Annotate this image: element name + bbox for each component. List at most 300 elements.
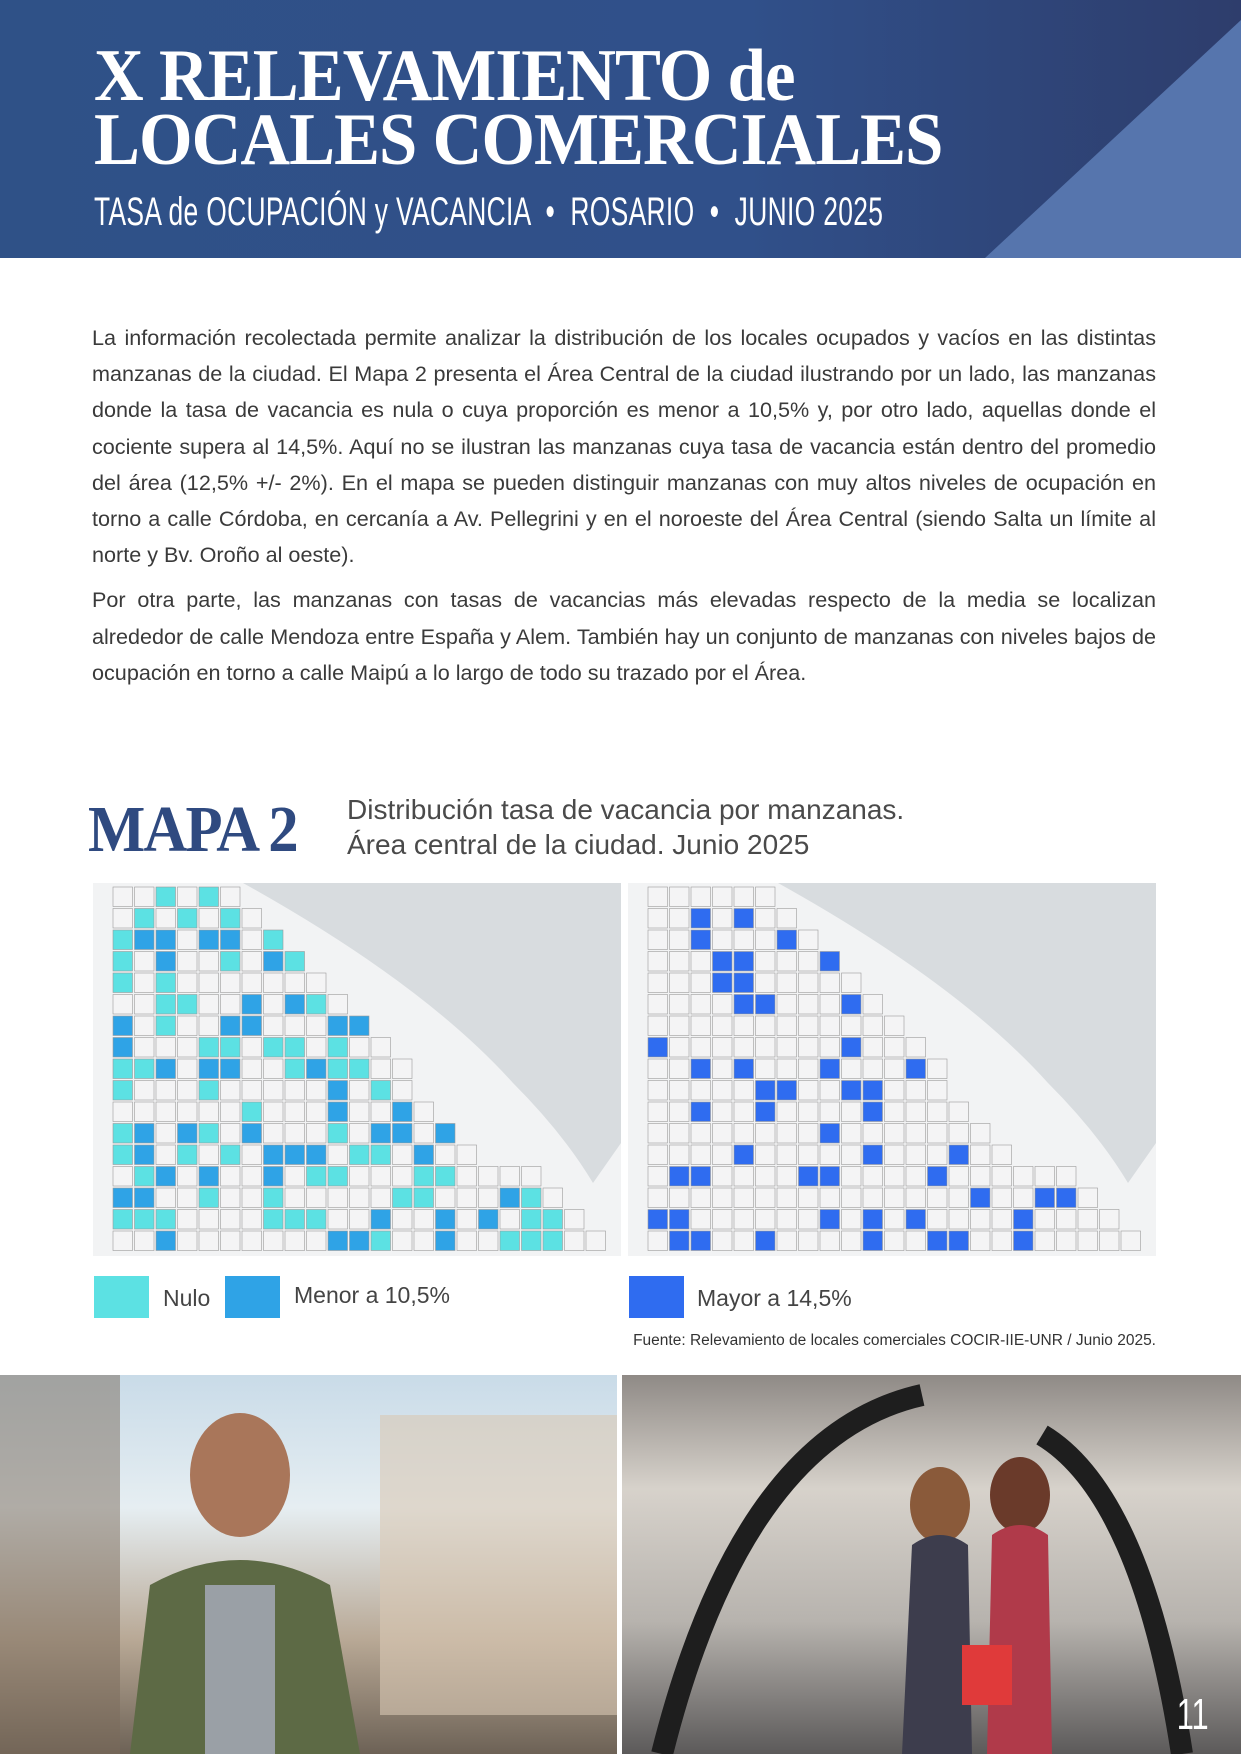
city-block: [199, 930, 219, 950]
city-block: [350, 1188, 370, 1208]
city-block: [799, 1167, 819, 1187]
city-block: [885, 1210, 905, 1230]
city-block: [971, 1167, 991, 1187]
city-block: [414, 1124, 434, 1144]
city-block: [178, 995, 198, 1015]
city-block: [756, 930, 776, 950]
city-block: [670, 1167, 690, 1187]
city-block: [756, 1231, 776, 1251]
city-block: [414, 1188, 434, 1208]
city-block: [949, 1210, 969, 1230]
city-block: [842, 1188, 862, 1208]
city-block: [178, 1145, 198, 1165]
city-block: [328, 995, 348, 1015]
city-block: [863, 1124, 883, 1144]
city-block: [113, 1210, 133, 1230]
city-block: [328, 1059, 348, 1079]
city-block: [949, 1102, 969, 1122]
city-block: [285, 1167, 305, 1187]
city-block: [799, 995, 819, 1015]
city-block: [328, 1145, 348, 1165]
city-block: [777, 1188, 797, 1208]
city-block: [670, 1081, 690, 1101]
city-block: [734, 930, 754, 950]
city-block: [221, 887, 241, 907]
city-block: [156, 1102, 176, 1122]
city-block: [713, 909, 733, 929]
city-block: [734, 1102, 754, 1122]
city-block: [135, 952, 155, 972]
city-block: [777, 930, 797, 950]
city-block: [135, 1145, 155, 1165]
city-block: [156, 1038, 176, 1058]
city-block: [436, 1167, 456, 1187]
city-block: [906, 1167, 926, 1187]
map-high-vacancy: [628, 883, 1156, 1256]
city-block: [178, 909, 198, 929]
city-block: [328, 1124, 348, 1144]
city-block: [199, 973, 219, 993]
city-block: [371, 1188, 391, 1208]
city-block: [1035, 1188, 1055, 1208]
city-block: [135, 1124, 155, 1144]
city-block: [156, 1188, 176, 1208]
city-block: [199, 1167, 219, 1187]
city-block: [648, 1059, 668, 1079]
city-block: [863, 1081, 883, 1101]
city-block: [670, 1188, 690, 1208]
city-block: [242, 1081, 262, 1101]
city-block: [156, 1124, 176, 1144]
city-block: [156, 930, 176, 950]
city-block: [307, 1016, 327, 1036]
city-block: [264, 1038, 284, 1058]
city-block: [820, 1016, 840, 1036]
city-block: [777, 1059, 797, 1079]
city-block: [113, 1038, 133, 1058]
city-block: [457, 1145, 477, 1165]
city-block: [648, 1145, 668, 1165]
city-block: [1014, 1167, 1034, 1187]
city-block: [928, 1231, 948, 1251]
city-block: [734, 952, 754, 972]
city-block: [500, 1231, 520, 1251]
source-note: Fuente: Relevamiento de locales comerciales COCIR-IIE-UNR / Junio 2025.: [633, 1332, 1156, 1349]
city-block: [1078, 1210, 1098, 1230]
city-block: [307, 1210, 327, 1230]
city-block: [691, 909, 711, 929]
report-title: [94, 35, 943, 181]
city-block: [670, 1210, 690, 1230]
city-block: [242, 1124, 262, 1144]
city-block: [756, 995, 776, 1015]
city-block: [820, 1188, 840, 1208]
city-block: [820, 1102, 840, 1122]
city-block: [691, 1167, 711, 1187]
city-block: [199, 952, 219, 972]
city-block: [350, 1231, 370, 1251]
city-block: [135, 930, 155, 950]
city-block: [820, 1038, 840, 1058]
city-block: [1014, 1231, 1034, 1251]
city-block: [242, 1145, 262, 1165]
city-block: [156, 952, 176, 972]
city-block: [777, 909, 797, 929]
city-block: [691, 1038, 711, 1058]
city-block: [285, 1124, 305, 1144]
report-subtitle: TASA de OCUPACIÓN y VACANCIA • ROSARIO • JUNIO 2025: [94, 190, 884, 234]
map-description-line-1: Distribución tasa de vacancia por manzanas.: [347, 794, 905, 825]
city-block: [242, 1059, 262, 1079]
city-block: [1057, 1210, 1077, 1230]
city-block: [863, 1038, 883, 1058]
city-block: [371, 1210, 391, 1230]
city-block: [393, 1124, 413, 1144]
city-block: [285, 1038, 305, 1058]
city-block: [691, 1059, 711, 1079]
city-block: [113, 973, 133, 993]
city-block: [928, 1167, 948, 1187]
city-block: [436, 1124, 456, 1144]
city-block: [971, 1231, 991, 1251]
city-block: [799, 1081, 819, 1101]
city-block: [414, 1145, 434, 1165]
city-block: [135, 1059, 155, 1079]
city-block: [713, 1102, 733, 1122]
city-block: [670, 995, 690, 1015]
city-block: [221, 1210, 241, 1230]
city-block: [670, 1038, 690, 1058]
city-block: [1035, 1210, 1055, 1230]
city-block: [691, 995, 711, 1015]
city-block: [885, 1038, 905, 1058]
city-block: [242, 1102, 262, 1122]
city-block: [799, 1231, 819, 1251]
city-block: [350, 1038, 370, 1058]
city-block: [648, 887, 668, 907]
city-block: [436, 1210, 456, 1230]
city-block: [648, 1038, 668, 1058]
city-block: [906, 1081, 926, 1101]
city-block: [264, 1167, 284, 1187]
city-block: [906, 1231, 926, 1251]
city-block: [156, 1167, 176, 1187]
city-block: [414, 1102, 434, 1122]
city-block: [328, 1102, 348, 1122]
city-block: [949, 1145, 969, 1165]
city-block: [393, 1081, 413, 1101]
city-block: [842, 1016, 862, 1036]
city-block: [756, 1188, 776, 1208]
city-block: [756, 1102, 776, 1122]
city-block: [648, 1188, 668, 1208]
city-block: [820, 1081, 840, 1101]
city-block: [777, 952, 797, 972]
city-block: [264, 973, 284, 993]
city-block: [156, 1016, 176, 1036]
city-block: [328, 1167, 348, 1187]
city-block: [756, 1145, 776, 1165]
city-block: [178, 1124, 198, 1144]
city-block: [264, 1059, 284, 1079]
city-block: [648, 952, 668, 972]
city-block: [842, 1145, 862, 1165]
city-block: [842, 995, 862, 1015]
city-block: [199, 1102, 219, 1122]
city-block: [328, 1081, 348, 1101]
city-block: [156, 973, 176, 993]
city-block: [264, 1016, 284, 1036]
city-block: [713, 1231, 733, 1251]
city-block: [842, 1124, 862, 1144]
city-block: [199, 887, 219, 907]
city-block: [113, 1231, 133, 1251]
city-block: [199, 1059, 219, 1079]
city-block: [691, 952, 711, 972]
city-block: [457, 1167, 477, 1187]
city-block: [285, 1231, 305, 1251]
city-block: [242, 1188, 262, 1208]
city-block: [264, 930, 284, 950]
city-block: [543, 1231, 563, 1251]
city-block: [500, 1167, 520, 1187]
city-block: [691, 973, 711, 993]
city-block: [756, 1210, 776, 1230]
city-block: [906, 1210, 926, 1230]
city-block: [307, 1038, 327, 1058]
city-block: [221, 1059, 241, 1079]
city-block: [371, 1124, 391, 1144]
city-block: [992, 1188, 1012, 1208]
city-block: [842, 1038, 862, 1058]
city-block: [135, 1188, 155, 1208]
city-block: [648, 1102, 668, 1122]
city-block: [734, 973, 754, 993]
map-label: MAPA 2: [88, 793, 297, 866]
city-block: [307, 1102, 327, 1122]
city-block: [820, 973, 840, 993]
city-block: [992, 1210, 1012, 1230]
city-block: [691, 1188, 711, 1208]
city-block: [777, 1016, 797, 1036]
city-block: [756, 887, 776, 907]
city-block: [264, 1231, 284, 1251]
city-block: [199, 1124, 219, 1144]
city-block: [221, 1081, 241, 1101]
city-block: [734, 1210, 754, 1230]
legend-label-menor: Menor a 10,5%: [294, 1282, 450, 1308]
city-block: [820, 1231, 840, 1251]
city-block: [713, 1059, 733, 1079]
photo-illustration: [0, 1375, 617, 1754]
city-block: [113, 1167, 133, 1187]
city-block: [221, 1038, 241, 1058]
city-block: [842, 1231, 862, 1251]
city-block: [670, 1145, 690, 1165]
photo-illustration: [622, 1375, 1241, 1754]
city-block: [156, 1145, 176, 1165]
city-block: [971, 1210, 991, 1230]
city-block: [863, 1059, 883, 1079]
city-block: [799, 1038, 819, 1058]
city-block: [777, 973, 797, 993]
city-block: [648, 1167, 668, 1187]
city-block: [928, 1081, 948, 1101]
city-block: [734, 1145, 754, 1165]
city-block: [178, 1210, 198, 1230]
city-block: [691, 887, 711, 907]
city-block: [113, 1188, 133, 1208]
city-block: [113, 952, 133, 972]
city-block: [350, 1081, 370, 1101]
city-block: [586, 1231, 606, 1251]
city-block: [863, 1102, 883, 1122]
city-block: [799, 1210, 819, 1230]
legend-label-mayor: Mayor a 14,5%: [697, 1285, 852, 1311]
city-block: [734, 887, 754, 907]
city-block: [906, 1038, 926, 1058]
city-block: [713, 1016, 733, 1036]
photo-women-escalator: [622, 1375, 1241, 1754]
city-block: [949, 1188, 969, 1208]
city-block: [734, 995, 754, 1015]
city-block: [371, 1081, 391, 1101]
city-block: [135, 1102, 155, 1122]
city-block: [393, 1102, 413, 1122]
city-block: [713, 1167, 733, 1187]
city-block: [928, 1145, 948, 1165]
city-block: [264, 995, 284, 1015]
city-block: [113, 1059, 133, 1079]
city-block: [242, 1210, 262, 1230]
city-block: [906, 1145, 926, 1165]
city-block: [885, 1167, 905, 1187]
city-block: [285, 1188, 305, 1208]
city-block: [457, 1188, 477, 1208]
city-block: [178, 1016, 198, 1036]
city-block: [350, 1102, 370, 1122]
city-block: [522, 1167, 542, 1187]
city-block: [393, 1188, 413, 1208]
city-block: [285, 1102, 305, 1122]
city-block: [670, 930, 690, 950]
city-block: [691, 1124, 711, 1144]
city-block: [1014, 1210, 1034, 1230]
city-block: [156, 1059, 176, 1079]
city-block: [928, 1188, 948, 1208]
city-block: [414, 1231, 434, 1251]
city-block: [691, 1145, 711, 1165]
city-block: [906, 1188, 926, 1208]
city-block: [670, 952, 690, 972]
city-block: [264, 1124, 284, 1144]
city-block: [992, 1145, 1012, 1165]
city-block: [885, 1016, 905, 1036]
city-block: [156, 1231, 176, 1251]
city-block: [885, 1059, 905, 1079]
city-block: [713, 952, 733, 972]
city-block: [799, 1188, 819, 1208]
city-block: [199, 1188, 219, 1208]
city-block: [885, 1188, 905, 1208]
city-block: [756, 1038, 776, 1058]
city-block: [842, 1059, 862, 1079]
legend-swatch-nulo: [94, 1276, 149, 1318]
city-block: [436, 1145, 456, 1165]
city-block: [734, 1167, 754, 1187]
city-block: [713, 995, 733, 1015]
paragraph: La información recolectada permite analizar la distribución de los locales ocupados y vacíos en las distintas manzanas de la ciudad. El Mapa 2 presenta el Área Central de la ciudad ilustrando por un lado, las manzanas donde la tasa de vacancia es nula o cuya proporción es menor a 10,5% y, por otro lado, aquellas donde el cociente supera al 14,5%. Aquí no se ilustran las manzanas cuya tasa de vacancia están dentro del promedio del área (12,5% +/- 2%). En el mapa se pueden distinguir manzanas con muy altos niveles de ocupación en torno a calle Córdoba, en cercanía a Av. Pellegrini y en el noroeste del Área Central (siendo Salta un límite al norte y Bv. Oroño al oeste).: [92, 325, 1156, 568]
city-block: [863, 1188, 883, 1208]
city-block: [307, 1167, 327, 1187]
city-block: [307, 973, 327, 993]
city-block: [285, 973, 305, 993]
city-block: [691, 1081, 711, 1101]
city-block: [863, 1145, 883, 1165]
city-block: [565, 1210, 585, 1230]
city-block: [713, 930, 733, 950]
legend-label-nulo: Nulo: [163, 1285, 211, 1311]
city-block: [522, 1188, 542, 1208]
body-text: [92, 320, 1156, 700]
city-block: [221, 909, 241, 929]
city-block: [113, 1145, 133, 1165]
city-block: [113, 1081, 133, 1101]
city-block: [393, 1145, 413, 1165]
city-block: [371, 1038, 391, 1058]
city-block: [242, 1016, 262, 1036]
city-block: [264, 1210, 284, 1230]
city-block: [949, 1231, 969, 1251]
city-block: [670, 1059, 690, 1079]
city-block: [670, 1231, 690, 1251]
city-block: [885, 1124, 905, 1144]
city-block: [777, 1231, 797, 1251]
city-block: [885, 1231, 905, 1251]
city-block: [479, 1167, 499, 1187]
city-block: [863, 995, 883, 1015]
city-block: [713, 887, 733, 907]
city-block: [156, 887, 176, 907]
city-block: [670, 909, 690, 929]
city-block: [178, 1102, 198, 1122]
city-block: [285, 1081, 305, 1101]
city-block: [113, 887, 133, 907]
city-block: [221, 1016, 241, 1036]
city-block: [393, 1059, 413, 1079]
city-block: [1078, 1231, 1098, 1251]
city-block: [178, 887, 198, 907]
city-block: [799, 952, 819, 972]
city-block: [906, 1124, 926, 1144]
city-block: [285, 1016, 305, 1036]
city-block: [842, 1081, 862, 1101]
city-block: [842, 1167, 862, 1187]
city-block: [371, 1102, 391, 1122]
city-block: [264, 1145, 284, 1165]
city-block: [777, 1145, 797, 1165]
city-block: [479, 1210, 499, 1230]
city-block: [949, 1167, 969, 1187]
city-block: [350, 1167, 370, 1187]
city-block: [670, 1124, 690, 1144]
city-block: [734, 1038, 754, 1058]
city-block: [307, 995, 327, 1015]
city-block: [756, 952, 776, 972]
city-block: [713, 1210, 733, 1230]
city-block: [221, 1102, 241, 1122]
city-block: [734, 909, 754, 929]
